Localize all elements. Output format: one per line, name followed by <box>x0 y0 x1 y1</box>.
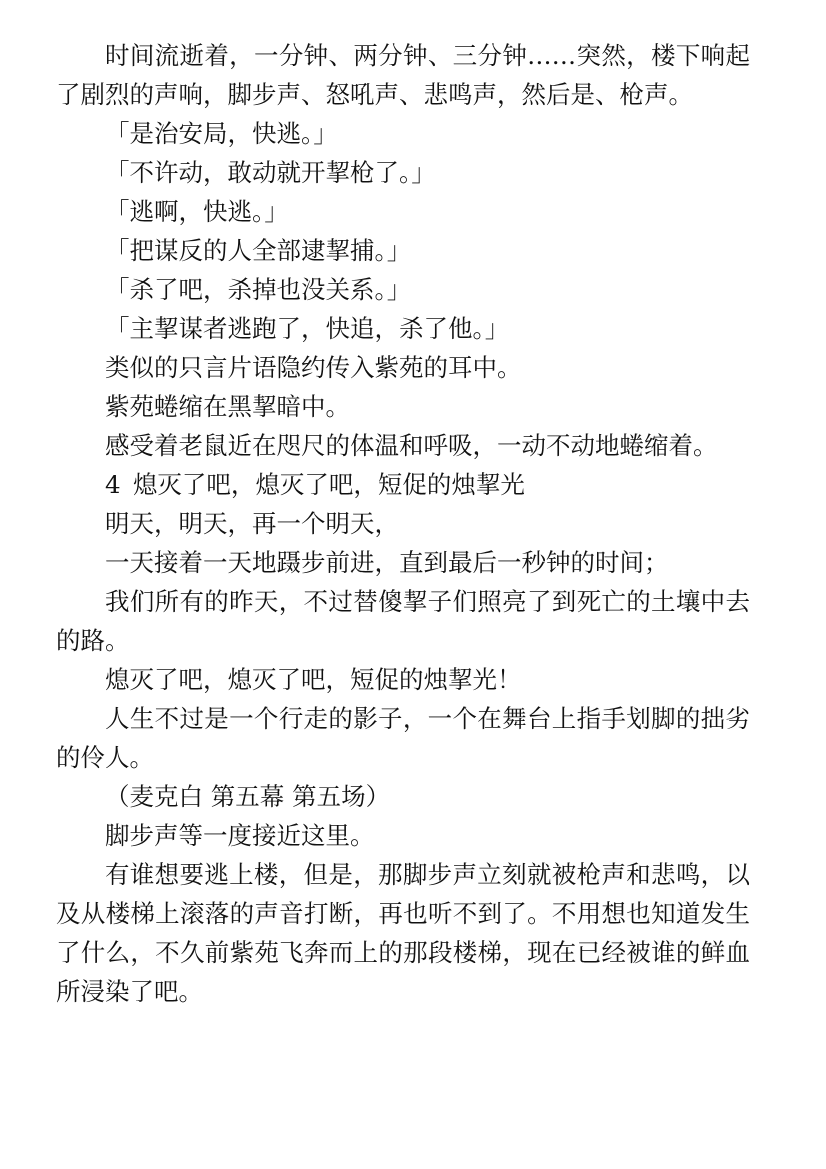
paragraph: 感受着老鼠近在咫尺的体温和呼吸，一动不动地蜷缩着。 <box>105 431 718 460</box>
poem-title-line: 熄灭了吧，熄灭了吧，短促的烛挈光 <box>132 470 525 499</box>
dialogue-line: 「是治安局，快逃。」 <box>105 119 338 148</box>
poem-citation: （麦克白 第五幕 第五场） <box>105 782 391 811</box>
dialogue-line: 「主挈谋者逃跑了，快追，杀了他。」 <box>105 314 510 343</box>
document-page <box>56 36 750 1011</box>
poem-line: 一天接着一天地蹑步前进，直到最后一秒钟的时间； <box>105 548 669 577</box>
poem-line: 明天，明天，再一个明天， <box>105 509 399 538</box>
paragraph-footsteps: 时间流逝着，一分钟、两分钟、三分钟……突然，楼下响起了剧烈的声响，脚步声、怒吼声、悲鸣声，然后是、枪声。 <box>56 41 750 109</box>
dialogue-line: 「把谋反的人全部逮挈捕。」 <box>105 236 412 265</box>
poem-number: 4 <box>105 470 121 499</box>
dialogue-line: 「逃啊，快逃。」 <box>105 197 289 226</box>
paragraph: 有谁想要逃上楼，但是，那脚步声立刻就被枪声和悲鸣，以及从楼梯上滚落的声音打断，再也听不到了。不用想也知道发生了什么，不久前紫苑飞奔而上的那段楼梯，现在已经被谁的鲜血所浸染了吧。 <box>56 860 750 1006</box>
poem-heading <box>56 465 750 504</box>
paragraph: 紫苑蜷缩在黑挈暗中。 <box>105 392 350 421</box>
poem-line: 我们所有的昨天，不过替傻挈子们照亮了到死亡的土壤中去的路。 <box>56 587 750 655</box>
poem-line: 熄灭了吧，熄灭了吧，短促的烛挈光！ <box>105 665 522 694</box>
paragraph: 脚步声等一度接近这里。 <box>105 821 375 850</box>
dialogue-line: 「杀了吧，杀掉也没关系。」 <box>105 275 412 304</box>
poem-line: 人生不过是一个行走的影子，一个在舞台上指手划脚的拙劣的伶人。 <box>56 704 750 772</box>
paragraph: 类似的只言片语隐约传入紫苑的耳中。 <box>105 353 522 382</box>
dialogue-line: 「不许动，敢动就开挈枪了。」 <box>105 158 436 187</box>
